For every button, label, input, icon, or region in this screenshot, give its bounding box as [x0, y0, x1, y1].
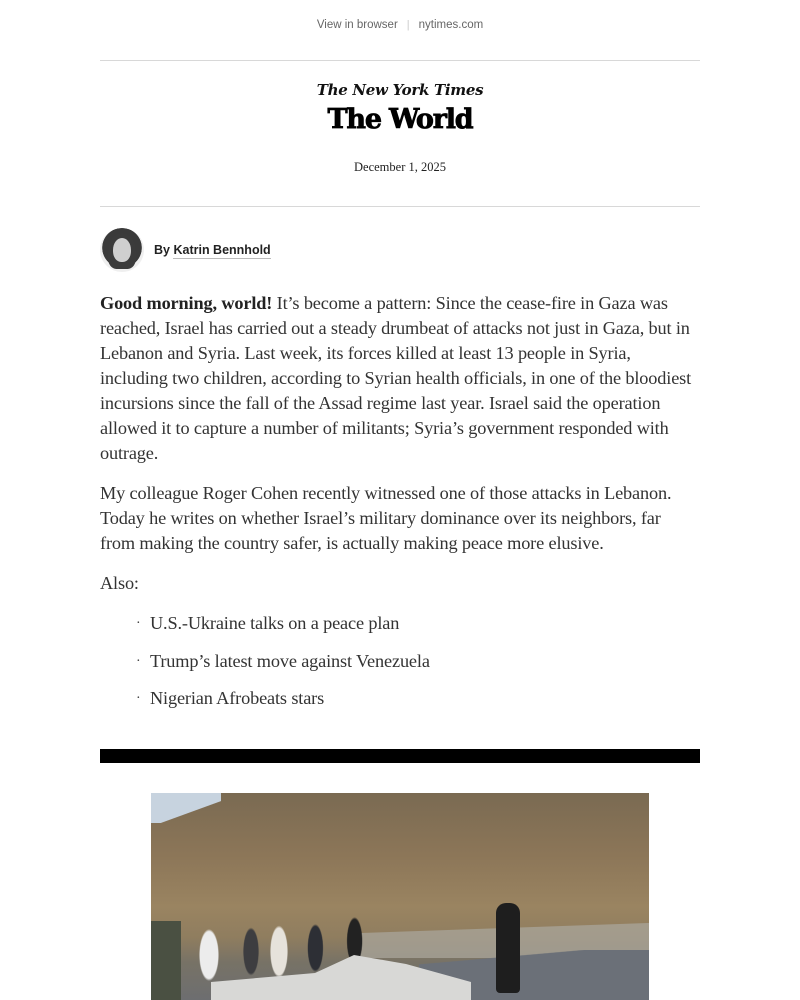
- newsletter-title: The World: [327, 104, 473, 135]
- list-item-label: Trump’s latest move against Venezuela: [150, 650, 430, 671]
- avatar-face: [113, 238, 131, 262]
- bullet-icon: ·: [136, 691, 141, 706]
- bullet-icon: ·: [136, 653, 141, 669]
- preheader-links: [0, 17, 800, 33]
- list-item-label: Nigerian Afrobeats stars: [150, 688, 325, 708]
- list-item-label: U.S.-Ukraine talks on a peace plan: [150, 613, 400, 633]
- newsletter-body: [100, 291, 700, 724]
- view-in-browser-link[interactable]: View in browser: [316, 19, 398, 31]
- author-avatar: [100, 228, 144, 272]
- also-label: Also:: [100, 573, 139, 593]
- masthead-divider: [100, 206, 700, 207]
- bullet-icon: ·: [136, 616, 141, 631]
- author-link[interactable]: Katrin Bennhold: [173, 243, 271, 257]
- top-divider: [100, 60, 700, 61]
- nytimes-link[interactable]: nytimes.com: [418, 19, 484, 31]
- photo-vehicle: [151, 921, 181, 1000]
- masthead: [0, 80, 800, 136]
- byline-prefix: By: [154, 243, 170, 257]
- issue-date: December 1, 2025: [354, 160, 446, 174]
- intro-paragraph: [100, 291, 700, 466]
- photo-sky: [151, 793, 221, 823]
- section-divider-bar: [100, 749, 700, 763]
- list-item[interactable]: [100, 686, 700, 724]
- intro-text: It’s become a pattern: Since the cease-fire in Gaza was reached, Israel has carried out a steady drumbeat of attacks not just in Gaza, but in Lebanon and Syria. Last week, its forces killed at least 13 people in Syria, including two children, according to Syrian health officials, in one of the bloodiest incursions since the fall of the Assad regime last year. Israel said the operation allowed it to capture a number of militants; Syria’s government responded with outrage.: [100, 293, 692, 463]
- link-separator: |: [406, 19, 410, 31]
- greeting: Good morning, world!: [100, 293, 273, 313]
- list-item[interactable]: [100, 649, 700, 687]
- list-item[interactable]: [100, 611, 700, 649]
- lead-photo[interactable]: [151, 793, 649, 1000]
- nyt-logo[interactable]: The New York Times: [316, 81, 484, 99]
- also-list: [100, 611, 700, 724]
- photo-person: [496, 903, 520, 993]
- byline: [100, 228, 271, 272]
- byline-text: [154, 243, 271, 257]
- second-paragraph: My colleague Roger Cohen recently witnessed one of those attacks in Lebanon. Today he writes on whether Israel’s military dominance over its neighbors, far from making the country safer, is actually making peace more elusive.: [100, 483, 672, 553]
